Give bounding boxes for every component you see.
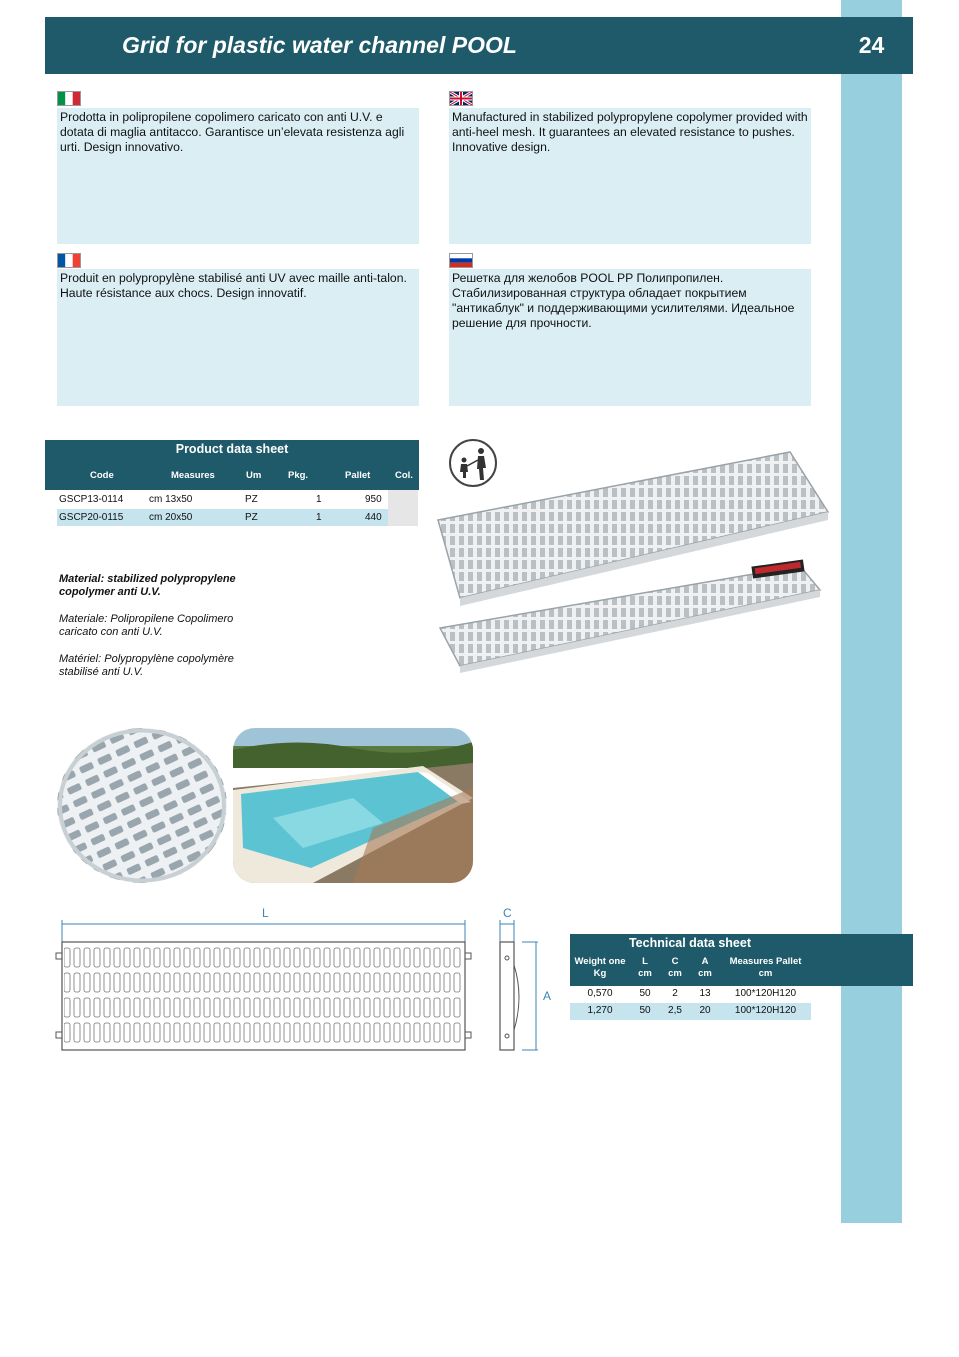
col-pkg: Pkg. bbox=[288, 470, 309, 481]
cell-pkg: 1 bbox=[316, 512, 322, 523]
technical-drawing bbox=[52, 920, 542, 1055]
col-l: L bbox=[642, 956, 648, 967]
col-a: A bbox=[701, 956, 709, 967]
col-col: Col. bbox=[395, 470, 413, 481]
col-l-unit: cm bbox=[638, 968, 652, 979]
dimension-label-c: C bbox=[503, 906, 512, 920]
cell-um: PZ bbox=[245, 512, 258, 523]
cell-l: 50 bbox=[639, 988, 651, 999]
cell-weight: 0,570 bbox=[587, 988, 613, 999]
page-title: Grid for plastic water channel POOL bbox=[122, 32, 517, 58]
col-weight: Weight one bbox=[574, 956, 626, 967]
description-english: Manufactured in stabilized polypropylene copolymer provided with anti-heel mesh. It guarantees an elevated resistance to pushes. Innovative design. bbox=[449, 108, 811, 244]
description-italian: Prodotta in polipropilene copolimero caricato con anti U.V. e dotata di maglia antitacco. Garantisce un’elevata resistenza agli urti. Design innovativo. bbox=[57, 108, 419, 244]
product-sheet-title: Product data sheet bbox=[175, 442, 289, 456]
cell-pkg: 1 bbox=[316, 494, 322, 505]
table-row bbox=[57, 491, 388, 508]
product-sheet-header bbox=[45, 440, 419, 490]
cell-code: GSCP20-0115 bbox=[59, 512, 124, 523]
col-pallet-unit: cm bbox=[758, 968, 773, 979]
table-row bbox=[570, 986, 811, 1003]
pool-photo bbox=[233, 728, 473, 883]
col-code: Code bbox=[90, 470, 114, 481]
table-row bbox=[570, 1003, 811, 1020]
cell-c: 2,5 bbox=[668, 1005, 682, 1016]
dimension-label-a: A bbox=[543, 989, 552, 1003]
russia-flag-icon bbox=[449, 253, 473, 268]
cell-c: 2 bbox=[672, 988, 678, 999]
italy-flag-icon bbox=[57, 91, 81, 106]
material-italian: Materiale: Polipropilene Copolimero caricato con anti U.V. bbox=[59, 613, 234, 638]
dimension-label-l: L bbox=[262, 906, 269, 920]
technical-sheet-columns bbox=[570, 956, 811, 986]
cell-pallet: 950 bbox=[365, 494, 382, 505]
color-swatch-cell bbox=[388, 490, 418, 526]
material-french: Matériel: Polypropylène copolymère stabilisé anti U.V. bbox=[59, 653, 234, 678]
product-grids-photo bbox=[430, 450, 830, 690]
col-c-unit: cm bbox=[668, 968, 682, 979]
cell-pallet: 100*120H120 bbox=[734, 988, 797, 999]
cell-pallet: 440 bbox=[365, 512, 382, 523]
uk-flag-icon bbox=[449, 91, 473, 106]
col-pallet: Pallet bbox=[345, 470, 371, 481]
cell-code: GSCP13-0114 bbox=[59, 494, 124, 505]
page-number: 24 bbox=[858, 32, 885, 58]
col-weight-unit: Kg bbox=[593, 968, 607, 979]
col-um: Um bbox=[246, 470, 262, 481]
table-row bbox=[57, 509, 388, 526]
france-flag-icon bbox=[57, 253, 81, 268]
cell-weight: 1,270 bbox=[587, 1005, 613, 1016]
side-band bbox=[841, 0, 902, 1223]
cell-pallet: 100*120H120 bbox=[734, 1005, 797, 1016]
cell-um: PZ bbox=[245, 494, 258, 505]
cell-measures: cm 20x50 bbox=[149, 512, 193, 523]
material-english: Material: stabilized polypropylene copolymer anti U.V. bbox=[59, 573, 236, 598]
cell-measures: cm 13x50 bbox=[149, 494, 193, 505]
description-french: Produit en polypropylène stabilisé anti UV avec maille anti-talon. Haute résistance aux chocs. Design innovatif. bbox=[57, 269, 419, 406]
cell-a: 20 bbox=[699, 1005, 711, 1016]
col-measures: Measures bbox=[171, 470, 215, 481]
col-a-unit: cm bbox=[698, 968, 712, 979]
description-russian: Решетка для желобов POOL PP Полипропилен. Стабилизированная структура обладает покрытием "антикаблук" и поддерживающими усилителями. Идеальное решение для прочности. bbox=[449, 269, 811, 406]
technical-sheet-title: Technical data sheet bbox=[628, 936, 752, 950]
grid-closeup-photo bbox=[57, 728, 227, 883]
col-pallet: Measures Pallet bbox=[729, 956, 802, 967]
col-c: C bbox=[671, 956, 679, 967]
cell-a: 13 bbox=[699, 988, 711, 999]
cell-l: 50 bbox=[639, 1005, 651, 1016]
